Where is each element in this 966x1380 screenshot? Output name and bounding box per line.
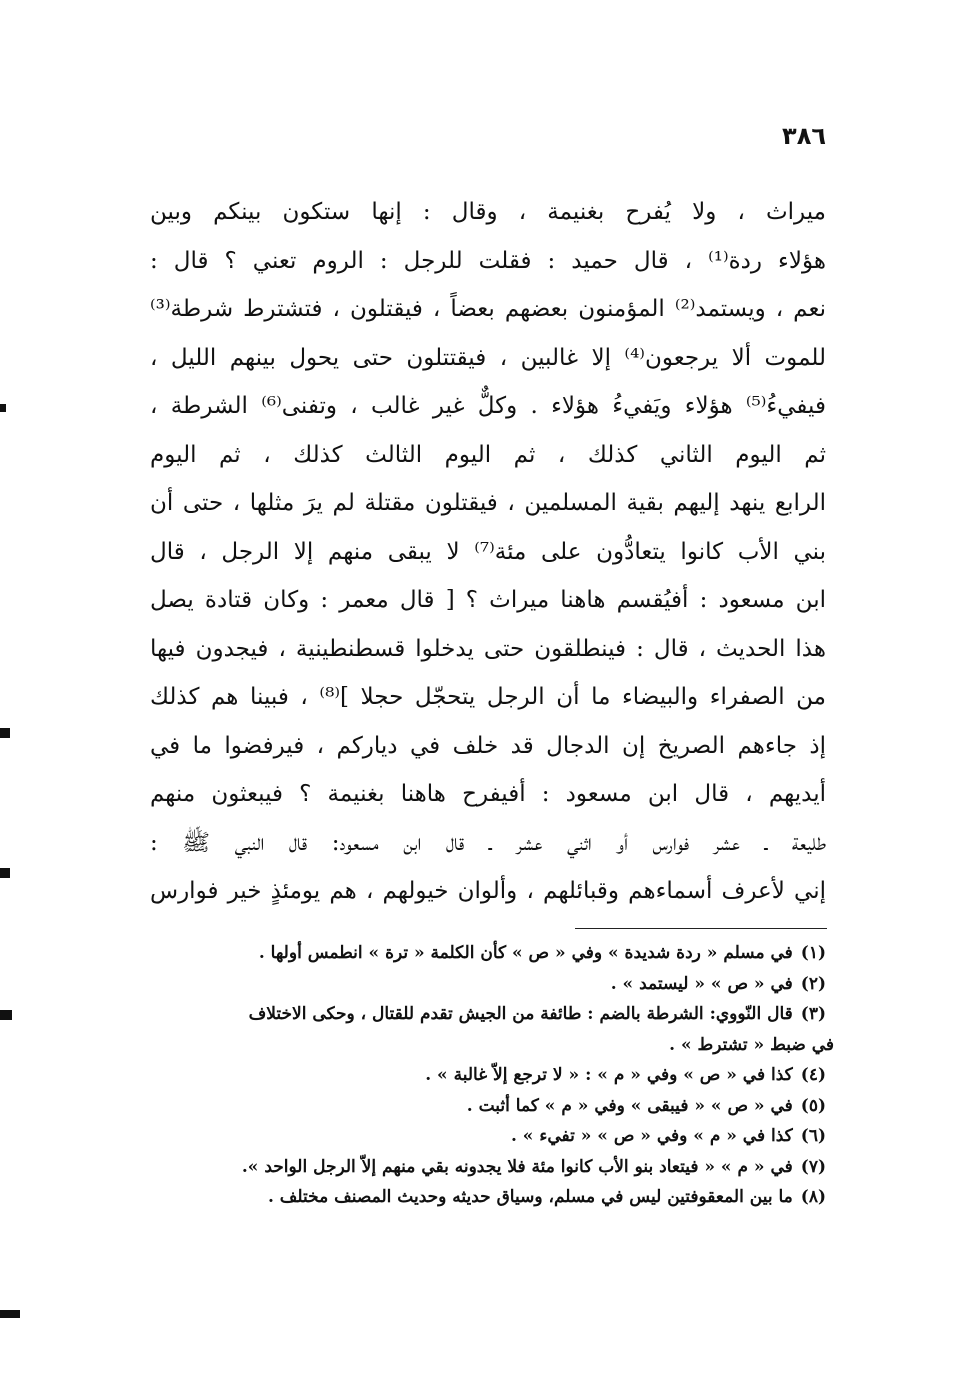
main-text-block	[150, 188, 826, 916]
footnote-number: (٧)	[800, 1156, 826, 1177]
footnote-number: (٣)	[800, 1004, 826, 1024]
text-line: من الصفراء والبيضاء ما أن الرجل يتحجّل حجلا ]⁽⁸⁾ ، فبينا هم كذلك	[150, 684, 826, 710]
text-line: أيديهم ، قال ابن مسعود : أفيفرح هاهنا بغنيمة ؟ فيبعثون منهم	[150, 781, 826, 807]
text-line: للموت ألا يرجعون⁽⁴⁾ إلا غالبين ، فيقتتلون حتى يحول بينهم الليل ،	[150, 344, 826, 371]
footnote-item	[150, 1182, 826, 1213]
scan-margin-mark	[0, 1310, 20, 1318]
text-line: إذ جاءهم الصريخ إن الدجال قد خلف في دياركم ، فيرفضوا ما في	[150, 732, 826, 759]
footnote-item	[150, 1060, 826, 1091]
footnote-divider	[575, 928, 827, 929]
footnote-number: (٦)	[800, 1126, 826, 1146]
scan-margin-mark	[0, 404, 6, 412]
text-line: هذا الحديث ، قال : فينطلقون حتى يدخلوا قسطنطينية ، فيجدون فيها	[150, 635, 826, 662]
footnote-text: كذا في « ص » وفي « م » : « لا ترجع إلاّ غالبة » .	[425, 1065, 793, 1085]
text-line: بني الأب كانوا يتعادُّون على مئة⁽⁷⁾ لا يبقى منهم إلا الرجل ، قال	[150, 538, 826, 565]
text-line: طليعة ـ عشر فوارس أو اثني عشر ـ قال ابن مسعود: قال النبي ﷺ :	[150, 829, 826, 856]
footnote-text: ما بين المعقوفتين ليس في مسلم، وسياق حديثه وحديث المصنف مختلف .	[267, 1187, 793, 1207]
text-line: إني لأعرف أسماءهم وقبائلهم ، وألوان خيولهم ، هم يومئذٍ خير فوارس	[150, 878, 826, 904]
footnote-number: (٢)	[800, 973, 826, 994]
footnote-text: قال النّووي: الشرطة بالضم : طائفة من الجيش تقدم للقتال ، وحكى الاختلاف	[248, 1004, 793, 1024]
scan-margin-mark	[0, 1010, 12, 1020]
text-line: ميراث ، ولا يُفرح بغنيمة ، وقال : إنها ستكون بينكم وبين	[150, 199, 826, 225]
text-line: نعم ، ويستمد⁽²⁾ المؤمنون بعضهم بعضاً ، فيقتلون ، فتشترط شرطة⁽³⁾	[150, 296, 826, 322]
footnote-item	[150, 1121, 826, 1152]
text-line: ابن مسعود : أفيُقسم هاهنا ميراث ؟ [ قال معمر : وكان قتادة يصل	[150, 587, 826, 613]
footnote-number: (١)	[800, 943, 826, 963]
text-line: الرابع ينهد إليهم بقية المسلمين ، فيقتلون مقتلة لم يرَ مثلها ، حتى أن	[150, 490, 826, 516]
footnote-number: (٨)	[800, 1187, 826, 1207]
footnote-item	[150, 969, 826, 1000]
scan-margin-mark	[0, 728, 10, 738]
footnote-number: (٥)	[800, 1095, 826, 1116]
footnote-text: كذا في « م » وفي « ص » « تفيء » .	[510, 1126, 793, 1146]
text-line: فيفيءُ⁽⁵⁾ هؤلاء ويَفيءُ هؤلاء . وكلٌّ غير غالب ، وتفنى⁽⁶⁾ الشرطة ،	[150, 393, 826, 419]
footnotes-block	[150, 938, 834, 1213]
page-number: ٣٨٦	[782, 122, 826, 150]
footnote-text: في « م » « فيتعاد بنو الأب كانوا مئة فلا يجدونه بقي منهم إلاّ الرجل الواحد ».	[241, 1156, 793, 1177]
text-line: ثم اليوم الثاني كذلك ، ثم اليوم الثالث كذلك ، ثم اليوم	[150, 441, 826, 468]
footnote-text: في « ص » « فيبقى » وفي « م » كما أثبت .	[466, 1095, 793, 1116]
footnote-continuation	[150, 1030, 834, 1061]
scan-margin-mark	[0, 868, 10, 878]
footnote-text: في ضبط « تشترط » .	[669, 1034, 834, 1055]
footnote-item	[150, 938, 826, 969]
footnote-item	[150, 1152, 826, 1183]
footnote-text: في « ص » « ليستمد » .	[610, 973, 793, 994]
text-line: هؤلاء ردة⁽¹⁾ ، قال حميد : فقلت للرجل : الروم تعني ؟ قال :	[150, 247, 826, 274]
footnote-item	[150, 1091, 826, 1122]
footnote-text: في مسلم « ردة شديدة » وفي « ص » كأن الكلمة « ترة » انطمس أولها .	[258, 943, 793, 963]
footnote-number: (٤)	[800, 1065, 826, 1085]
footnote-item	[150, 999, 826, 1030]
